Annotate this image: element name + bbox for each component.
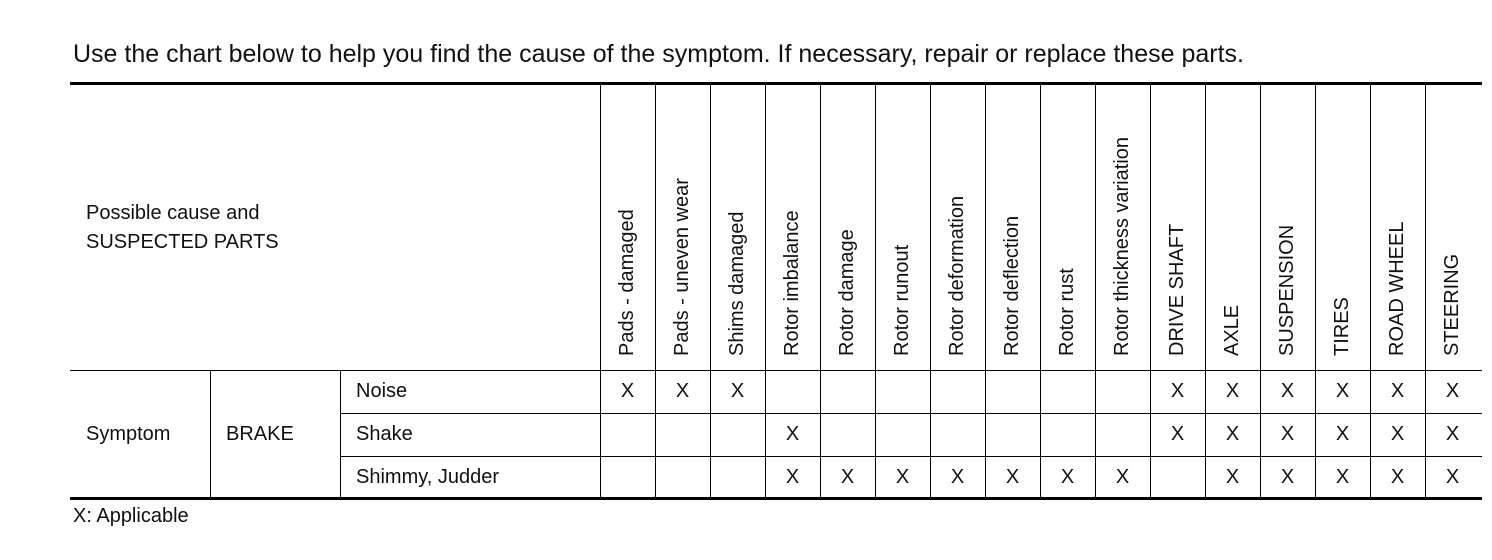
table-rule — [340, 456, 1482, 457]
applicable-mark: X — [1445, 380, 1460, 402]
applicable-mark: X — [730, 380, 745, 402]
column-header: Rotor imbalance — [781, 210, 803, 356]
column-header: TIRES — [1331, 297, 1353, 356]
applicable-mark: X — [1445, 423, 1460, 445]
applicable-mark: X — [840, 465, 855, 488]
column-header: STEERING — [1441, 253, 1463, 356]
symptom-label: Symptom — [86, 422, 171, 445]
column-header: Rotor thickness variation — [1111, 137, 1133, 356]
applicable-mark: X — [1225, 423, 1240, 445]
column-header: Shims damaged — [726, 211, 748, 356]
row-label: Noise — [356, 380, 408, 402]
applicable-mark: X — [1170, 380, 1185, 402]
table-rule — [340, 413, 1482, 414]
table-rule — [70, 370, 1482, 371]
applicable-mark: X — [1005, 465, 1020, 488]
column-header: AXLE — [1221, 304, 1243, 356]
column-header: SUSPENSION — [1276, 224, 1298, 356]
row-label: Shake — [356, 423, 413, 445]
applicable-mark: X — [1280, 380, 1295, 402]
applicable-mark: X — [620, 380, 635, 402]
table-rule — [765, 85, 766, 498]
table-rule — [70, 497, 1482, 500]
column-header: Rotor deformation — [946, 195, 968, 356]
applicable-mark: X — [1390, 380, 1405, 402]
table-rule — [1150, 85, 1151, 498]
table-rule — [1425, 85, 1426, 498]
applicable-mark: X — [675, 380, 690, 402]
column-header: Rotor rust — [1056, 268, 1078, 356]
footnote: X: Applicable — [73, 505, 189, 527]
applicable-mark: X — [1115, 465, 1130, 488]
header-label — [70, 85, 600, 370]
applicable-mark: X — [1335, 380, 1350, 402]
applicable-mark: X — [1170, 423, 1185, 445]
applicable-mark: X — [1335, 465, 1350, 488]
table-rule — [655, 85, 656, 498]
applicable-mark: X — [1335, 423, 1350, 445]
column-header: Rotor runout — [891, 244, 913, 356]
table-rule — [210, 370, 211, 498]
row-label: Shimmy, Judder — [356, 465, 500, 488]
table-rule — [600, 85, 601, 498]
applicable-mark: X — [785, 465, 800, 488]
table-rule — [1205, 85, 1206, 498]
column-header: Pads - damaged — [616, 209, 638, 356]
applicable-mark: X — [1390, 465, 1405, 488]
table-rule — [1040, 85, 1041, 498]
applicable-mark: X — [1060, 465, 1075, 488]
table-rule — [70, 82, 1482, 85]
intro-text: Use the chart below to help you find the cause of the symptom. If necessary, repair or replace these parts. — [73, 40, 1244, 68]
table-rule — [985, 85, 986, 498]
column-header: Pads - uneven wear — [671, 178, 693, 356]
applicable-mark: X — [950, 465, 965, 488]
applicable-mark: X — [1390, 423, 1405, 445]
table-rule — [1370, 85, 1371, 498]
applicable-mark: X — [785, 423, 800, 445]
table-rule — [875, 85, 876, 498]
column-header: ROAD WHEEL — [1386, 221, 1408, 356]
table-rule — [820, 85, 821, 498]
applicable-mark: X — [1280, 465, 1295, 488]
applicable-mark: X — [895, 465, 910, 488]
applicable-mark: X — [1225, 465, 1240, 488]
table-rule — [930, 85, 931, 498]
applicable-mark: X — [1280, 423, 1295, 445]
table-rule — [1260, 85, 1261, 498]
group-label: BRAKE — [226, 422, 294, 445]
table-rule — [710, 85, 711, 498]
column-header: DRIVE SHAFT — [1166, 223, 1188, 356]
table-rule — [1095, 85, 1096, 498]
applicable-mark: X — [1445, 465, 1460, 488]
applicable-mark: X — [1225, 380, 1240, 402]
header-label-line2: SUSPECTED PARTS — [86, 230, 279, 253]
table-rule — [1315, 85, 1316, 498]
column-header: Rotor deflection — [1001, 215, 1023, 356]
header-label-line1: Possible cause and — [86, 201, 260, 224]
column-header: Rotor damage — [836, 229, 858, 356]
table-rule — [340, 370, 341, 498]
